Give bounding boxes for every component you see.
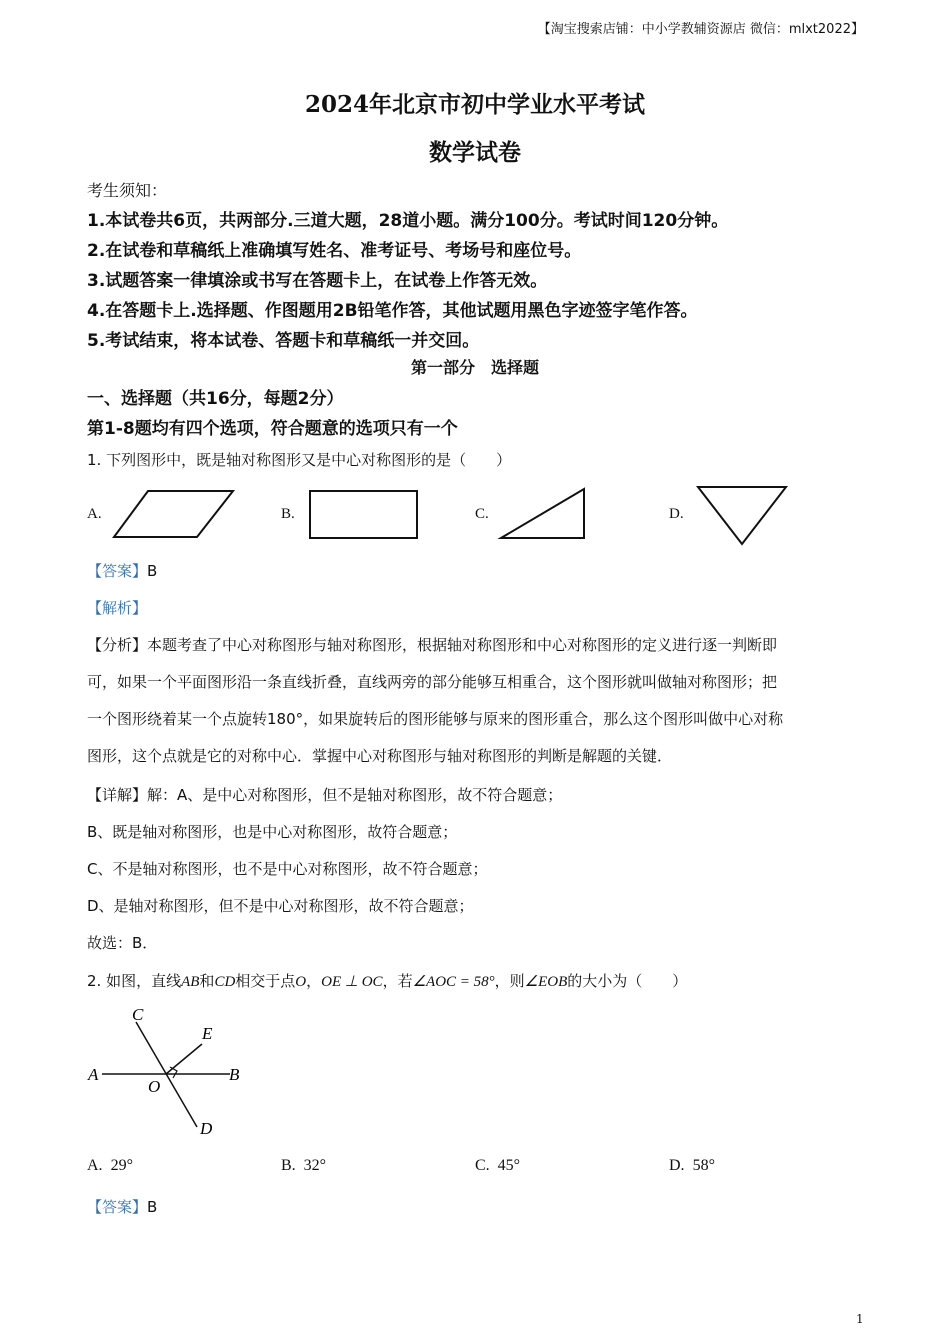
- notice-item: 3.试题答案一律填涂或书写在答题卡上，在试卷上作答无效。: [87, 271, 548, 291]
- stem-math: OE ⊥ OC: [321, 974, 383, 990]
- option-value: 29°: [110, 1157, 133, 1174]
- exam-subtitle: 数学试卷: [429, 139, 521, 166]
- right-triangle-figure: [498, 486, 590, 542]
- detail-text: 解：A、是中心对称图形，但不是轴对称图形，故不符合题意；: [147, 786, 563, 804]
- answer-value: B: [147, 562, 158, 580]
- q1-answer: [87, 560, 157, 581]
- analysis-line: 一个图形绕着某一个点旋转180°，如果旋转后的图形能够与原来的图形重合，那么这个图形叫做中心对称: [87, 710, 784, 728]
- answer-tag: 【答案】: [87, 562, 148, 580]
- option-letter: C.: [475, 1157, 490, 1174]
- notice-heading: 考生须知：: [87, 181, 168, 200]
- inverted-triangle-figure: [695, 484, 789, 548]
- section-heading: 一、选择题（共16分，每题2分）: [87, 389, 344, 409]
- analysis-tag: 【解析】: [87, 599, 148, 617]
- analysis-line: 可，如果一个平面图形沿一条直线折叠，直线两旁的部分能够互相重合，这个图形就叫做轴对称图形；把: [87, 673, 778, 691]
- stem-math: AB: [181, 974, 200, 990]
- analysis-head: 【分析】: [87, 636, 148, 654]
- label-e: E: [202, 1024, 213, 1043]
- q2-option-d: [669, 1157, 715, 1175]
- option-value: 45°: [497, 1157, 521, 1174]
- notice-item: 1.本试卷共6页，共两部分.三道大题，28道小题。满分100分。考试时间120分钟。: [87, 211, 729, 231]
- detail-line: 故选：B．: [87, 934, 158, 952]
- notice-item: 2.在试卷和草稿纸上准确填写姓名、准考证号、考场号和座位号。: [87, 241, 582, 261]
- label-a: A: [88, 1065, 99, 1084]
- notice-item: 4.在答题卡上.选择题、作图题用2B铅笔作答，其他试题用黑色字迹签字笔作答。: [87, 301, 698, 321]
- q1-option-d-label: D.: [669, 506, 684, 522]
- detail-line: [87, 784, 562, 805]
- parallelogram-figure: [112, 488, 236, 540]
- rectangle-figure: [308, 489, 420, 541]
- label-b: B: [229, 1065, 240, 1084]
- option-value: 58°: [692, 1157, 715, 1174]
- q2-option-c: [475, 1157, 520, 1175]
- label-o: O: [148, 1077, 161, 1096]
- stem-math: CD: [214, 974, 236, 990]
- stem-text: ，若: [382, 972, 413, 990]
- notice-item: 5.考试结束，将本试卷、答题卡和草稿纸一并交回。: [87, 331, 480, 351]
- q2-answer: [87, 1196, 157, 1217]
- detail-line: C、不是轴对称图形，也不是中心对称图形，故不符合题意；: [87, 860, 488, 878]
- q2-option-a: [87, 1157, 133, 1175]
- q1-option-a-label: A.: [87, 506, 102, 522]
- label-d: D: [200, 1119, 213, 1138]
- label-c: C: [132, 1005, 144, 1024]
- analysis-line: [87, 634, 777, 655]
- stem-text: 的大小为（ ）: [567, 972, 688, 990]
- detail-line: B、既是轴对称图形，也是中心对称图形，故符合题意；: [87, 823, 458, 841]
- option-letter: D.: [669, 1157, 685, 1174]
- stem-text: ，: [306, 972, 322, 990]
- detail-line: D、是轴对称图形，但不是中心对称图形，故不符合题意；: [87, 897, 474, 915]
- section-note: 第1-8题均有四个选项，符合题意的选项只有一个: [87, 419, 458, 439]
- stem-text: ，则: [494, 972, 525, 990]
- q2-stem: [87, 970, 687, 991]
- stem-math: O: [295, 974, 307, 990]
- stem-math: ∠AOC = 58°: [412, 974, 495, 990]
- analysis-line: 图形，这个点就是它的对称中心．掌握中心对称图形与轴对称图形的判断是解题的关键．: [87, 747, 673, 765]
- exam-title: 2024年北京市初中学业水平考试: [304, 91, 645, 118]
- q1-option-b-label: B.: [281, 506, 295, 522]
- answer-value: B: [147, 1198, 158, 1216]
- answer-tag: 【答案】: [87, 1198, 148, 1216]
- stem-text: 和: [199, 972, 215, 990]
- option-letter: A.: [87, 1157, 103, 1174]
- q1-option-c-label: C.: [475, 506, 489, 522]
- page-header: 【淘宝搜索店铺：中小学教辅资源店 微信：mlxt2022】: [537, 22, 864, 37]
- part-heading: 第一部分 选择题: [410, 358, 539, 377]
- analysis-text: 本题考查了中心对称图形与轴对称图形，根据轴对称图形和中心对称图形的定义进行逐一判断即: [147, 636, 778, 654]
- option-letter: B.: [281, 1157, 296, 1174]
- detail-head: 【详解】: [87, 786, 148, 804]
- stem-math: ∠EOB: [524, 974, 568, 990]
- stem-text: 2. 如图，直线: [87, 972, 182, 990]
- page-number: 1: [856, 1312, 864, 1326]
- q1-stem: 1. 下列图形中，既是轴对称图形又是中心对称图形的是（ ）: [87, 451, 512, 469]
- q2-geometry-figure: [80, 1000, 260, 1145]
- q2-option-b: [281, 1157, 326, 1175]
- option-value: 32°: [303, 1157, 327, 1174]
- stem-text: 相交于点: [235, 972, 296, 990]
